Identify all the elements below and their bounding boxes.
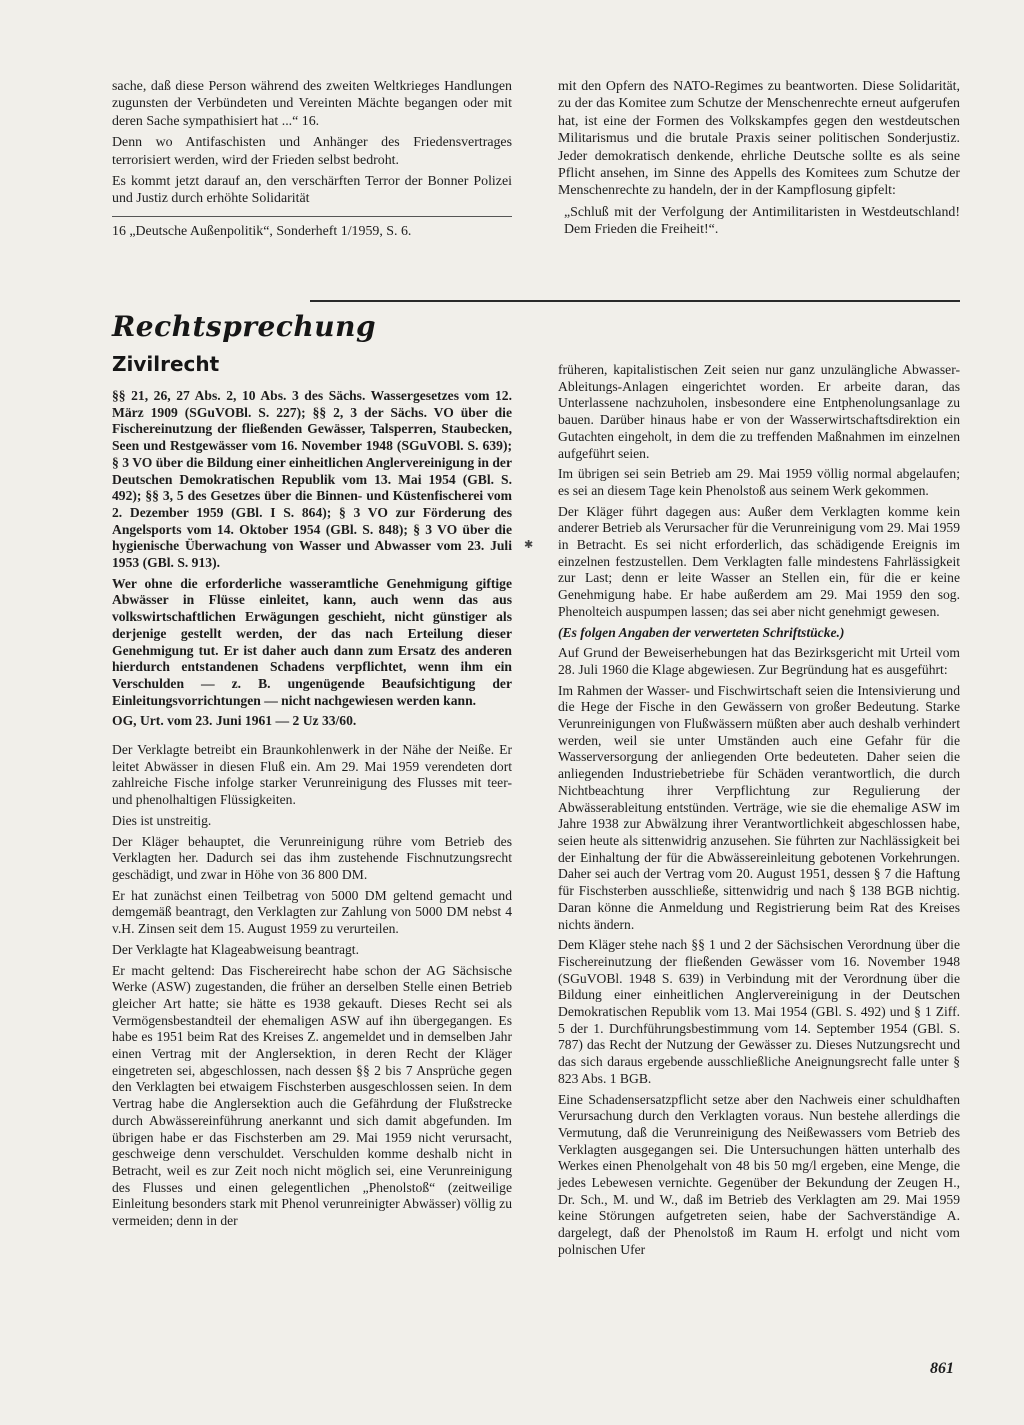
court-citation: OG, Urt. vom 23. Juni 1961 — 2 Uz 33/60. xyxy=(112,713,357,729)
page-number: 861 xyxy=(930,1360,954,1377)
paragraph: Dem Kläger stehe nach §§ 1 und 2 der Sächsischen Verordnung über die Fischereinutzung der fließenden Gewässer vom 16. November 1948 (SGuVOBl. 1948 S. 639) in Verbindung mit der Verordnung über die Bildung einer einheitlichen Anglervereinigung in der Deutschen Demokratischen Republik vom 13. Mai 1954 (GBl. S. 492) und § 1 Ziff. 5 der 1. Durchführungsbestimmung vom 14. September 1954 (GBl. S. 787) das Recht der Nutzung der Gewässer zu. Dieses Nutzungsrecht und das sich daraus ergebende ausschließliche Aneignungsrecht falle unter § 823 Abs. 1 BGB. xyxy=(558,937,960,1086)
paragraph: Es kommt jetzt darauf an, den verschärften Terror der Bonner Polizei und Justiz durch erhöhte Solidarität xyxy=(112,174,512,207)
quote-paragraph: „Schluß mit der Verfolgung der Antimilitaristen in Westdeutschland! Dem Frieden die Freiheit!“. xyxy=(564,204,960,238)
section-subtitle: Zivilrecht xyxy=(112,352,220,376)
paragraph: Im übrigen sei sein Betrieb am 29. Mai 1959 völlig normal abgelaufen; es sei an diesem Tage kein Phenolstoß aus seinem Werk gekommen. xyxy=(558,466,960,498)
headnote: Wer ohne die erforderliche wasseramtliche Genehmigung giftige Abwässer in Flüsse einleitet, kann, auch wenn das aus volkswirtschaftlichen Erwägungen geschieht, nicht günstiger als derjenige gestellt werden, der das nach Erteilung dieser Genehmigung tut. Er ist daher auch dann zum Ersatz des anderen hierdurch entstandenen Schadens verpflichtet, wenn ihm ein Verschulden — z. B. ungenügende Beaufsichtigung der Einleitungsvorrichtungen — nicht nachgewiesen werden kann. xyxy=(112,575,512,708)
paragraph: mit den Opfern des NATO-Regimes zu beantworten. Diese Solidarität, zu der das Komitee zum Schutze der Menschenrechte erneut aufgerufen hat, ist eine der Formen des Volkskampfes gegen den westdeutschen Militarismus und die brutale Praxis seiner politischen Sonderjustiz. Jeder demokratisch denkende, ehrliche Deutsche sollte es als seine Pflicht ansehen, im Sinne des Appells des Komitees zum Schutze der Menschenrechte zu handeln, der in der Kampflosung gipfelt: xyxy=(558,79,960,199)
paragraph: Er macht geltend: Das Fischereirecht habe schon der AG Sächsische Werke (ASW) zugestanden, die früher an derselben Stelle einen Betrieb gleicher Art hatte; sie hätte es 1938 gekauft. Dieses Recht sei als Vermögensbestandteil der ehemaligen ASW auf ihn übergegangen. Es habe es 1951 beim Rat des Kreises Z. angemeldet und in demselben Jahr einen Vertrag mit der Anglersektion, in deren Recht der Kläger eingetreten sei, abgeschlossen, nach dessen §§ 2 bis 7 Ansprüche gegen den Verklagten bei etwaigem Fischsterben ausgeschlossen seien. In dem Vertrag habe die Anglersektion auch die Gefährdung der Flußstrecke durch Abwässereinführung anerkannt und sich damit abgefunden. Im übrigen habe er das Fischsterben am 29. Mai 1959 nicht verursacht, geschweige denn verschuldet. Verschulden komme deshalb nicht in Betracht, weil es zur Zeit noch nicht möglich sei, eine Verunreinigung des Flusses und einen gelegentlichen „Phenolstoß“ (zeitweilige Einleitung besonders stark mit Phenol verunreinigter Abwässer) völlig zu vermeiden; denn in der xyxy=(112,962,512,1229)
left-column xyxy=(112,388,512,1234)
paragraph: sache, daß diese Person während des zweiten Weltkrieges Handlungen zugunsten der Verbündeten und Vereinten Mächte begangen oder mit deren Sache sympathisiert hat ...“ 16. xyxy=(112,79,512,129)
editorial-note: (Es folgen Angaben der verwerteten Schriftstücke.) xyxy=(558,624,845,640)
paragraph: Der Kläger behauptet, die Verunreinigung rühre vom Betrieb des Verklagten her. Dadurch sei das ihm zustehende Fischnutzungsrecht geschädigt, und zwar in Höhe von 36 800 DM. xyxy=(112,833,512,882)
paragraph: Der Kläger führt dagegen aus: Außer dem Verklagten komme kein anderer Betrieb als Verursacher für die Verunreinigung vom 29. Mai 1959 in Betracht. Es sei nicht erforderlich, das schädigende Ereignis im einzelnen festzustellen. Dem Verklagten falle mindestens Fahrlässigkeit zur Last; denn er leite Wasser an Stellen ein, für die er keine Genehmigung habe. Er habe außerdem am 29. Mai 1959 den sog. Phenolteich auspumpen lassen; das sei aber nicht genehmigt gewesen. xyxy=(558,503,960,619)
top-left-column xyxy=(112,78,512,244)
paragraph: Im Rahmen der Wasser- und Fischwirtschaft seien die Intensivierung und die Hege der Fische in den Gewässern von großer Bedeutung. Starke Verunreinigungen von Flußwässern müßten aber auch deshalb verhindert werden, weil sie unter Umständen auch eine Gefahr für die Wasserversorgung der anliegenden Orte bedeuteten. Daher seien die anliegenden Industriebetriebe für Schäden verantwortlich, die durch Nichtbeachtung ihrer Verpflichtung zur Regulierung der Abwässerableitung entstünden. Verträge, wie sie die ehemalige ASW im Jahre 1938 zur Abwälzung ihrer Verantwortlichkeit abgeschlossen habe, seien heute als sittenwidrig anzusehen. Sie führten zur Nachlässigkeit bei der Einhaltung der für die Abwässereinleitung gebotenen Vorkehrungen. Daher sei auch der Vertrag vom 20. August 1951, dessen § 7 die Haftung für Fischsterben ausschließe, sittenwidrig und nach § 138 BGB nichtig. Daran könne die Anmeldung und Registrierung beim Rat des Kreises nichts ändern. xyxy=(558,682,960,932)
footnote-divider xyxy=(112,216,512,217)
statutes-list: §§ 21, 26, 27 Abs. 2, 10 Abs. 3 des Sächs. Wassergesetzes vom 12. März 1909 (SGuVOBl. S. 227); §§ 2, 3 der Sächs. VO über die Fischereinutzung der fließenden Gewässer, Talsperren, Staubecken, Seen und Restgewässer vom 16. November 1948 (SGuVOBl. S. 639); § 3 VO über die Bildung einer einheitlichen Anglervereinigung in der Deutschen Demokratischen Republik vom 13. Mai 1954 (GBl. S. 492); §§ 3, 5 des Gesetzes über die Binnen- und Küstenfischerei vom 2. Dezember 1959 (GBl. I S. 864); § 3 VO zur Förderung des Angelsports vom 14. Oktober 1954 (GBl. S. 848); § 3 VO über die hygienische Überwachung von Wasser und Abwasser vom 23. Juli 1953 (GBl. S. 913). xyxy=(112,388,512,571)
paragraph: früheren, kapitalistischen Zeit seien nur ganz unzulängliche Abwasser-Ableitungs-Anlagen eingerichtet worden. Er arbeite daran, das Unterlassene nachzuholen, insbesondere eine Entphenolungsanlage zu bauen. Darüber hinaus habe er von der Wasserwirtschaftsdirektion ein Gutachten eingeholt, in dem die zu treffenden Maßnahmen im einzelnen aufgeführt seien. xyxy=(558,362,960,461)
paragraph: Denn wo Antifaschisten und Anhänger des Friedensvertrages terrorisiert werden, wird der Frieden selbst bedroht. xyxy=(112,135,512,168)
paragraph: Auf Grund der Beweiserhebungen hat das Bezirksgericht mit Urteil vom 28. Juli 1960 die Klage abgewiesen. Zur Begründung hat es ausgeführt: xyxy=(558,645,960,677)
top-right-column xyxy=(558,78,960,243)
paragraph: Dies ist unstreitig. xyxy=(112,812,212,828)
paragraph: Er hat zunächst einen Teilbetrag von 5000 DM geltend gemacht und demgemäß beantragt, den Verklagten zur Zahlung von 5000 DM nebst 4 v.H. Zinsen seit dem 15. August 1959 zu verurteilen. xyxy=(112,887,512,937)
footnote: 16 „Deutsche Außenpolitik“, Sonderheft 1/1959, S. 6. xyxy=(112,223,412,239)
paragraph: Der Verklagte betreibt ein Braunkohlenwerk in der Nähe der Neiße. Er leitet Abwässer in diesen Fluß ein. Am 29. Mai 1959 verendeten dort zahlreiche Fische infolge starker Verunreinigung des Flusses mit teer- und phenolhaltigen Flüssigkeiten. xyxy=(112,742,512,808)
margin-mark: ✱ xyxy=(524,539,534,551)
right-column xyxy=(558,362,960,1263)
paragraph: Eine Schadensersatzpflicht setze aber den Nachweis einer schuldhaften Verursachung durch den Verklagten voraus. Nun bestehe allerdings die Vermutung, daß die Verunreinigung des Neißewassers vom Betrieb des Verklagten ausgegangen sei. Die Untersuchungen hätten unterhalb des Werkes einen Phenolgehalt von 48 bis 50 mg/l ergeben, eine Menge, die jedes Lebewesen vernichte. Gegenüber der Bekundung der Zeugen H., Dr. Sch., M. und W., daß im Betrieb des Verklagten am 29. Mai 1959 keine Störungen aufgetreten seien, habe der Sachverständige A. dargelegt, daß der Phenolstoß im Raum H. erfolgt und nicht vom polnischen Ufer xyxy=(558,1091,960,1257)
paragraph: Der Verklagte hat Klageabweisung beantragt. xyxy=(112,941,359,957)
section-title: Rechtsprechung xyxy=(112,310,377,343)
section-divider xyxy=(310,300,960,302)
